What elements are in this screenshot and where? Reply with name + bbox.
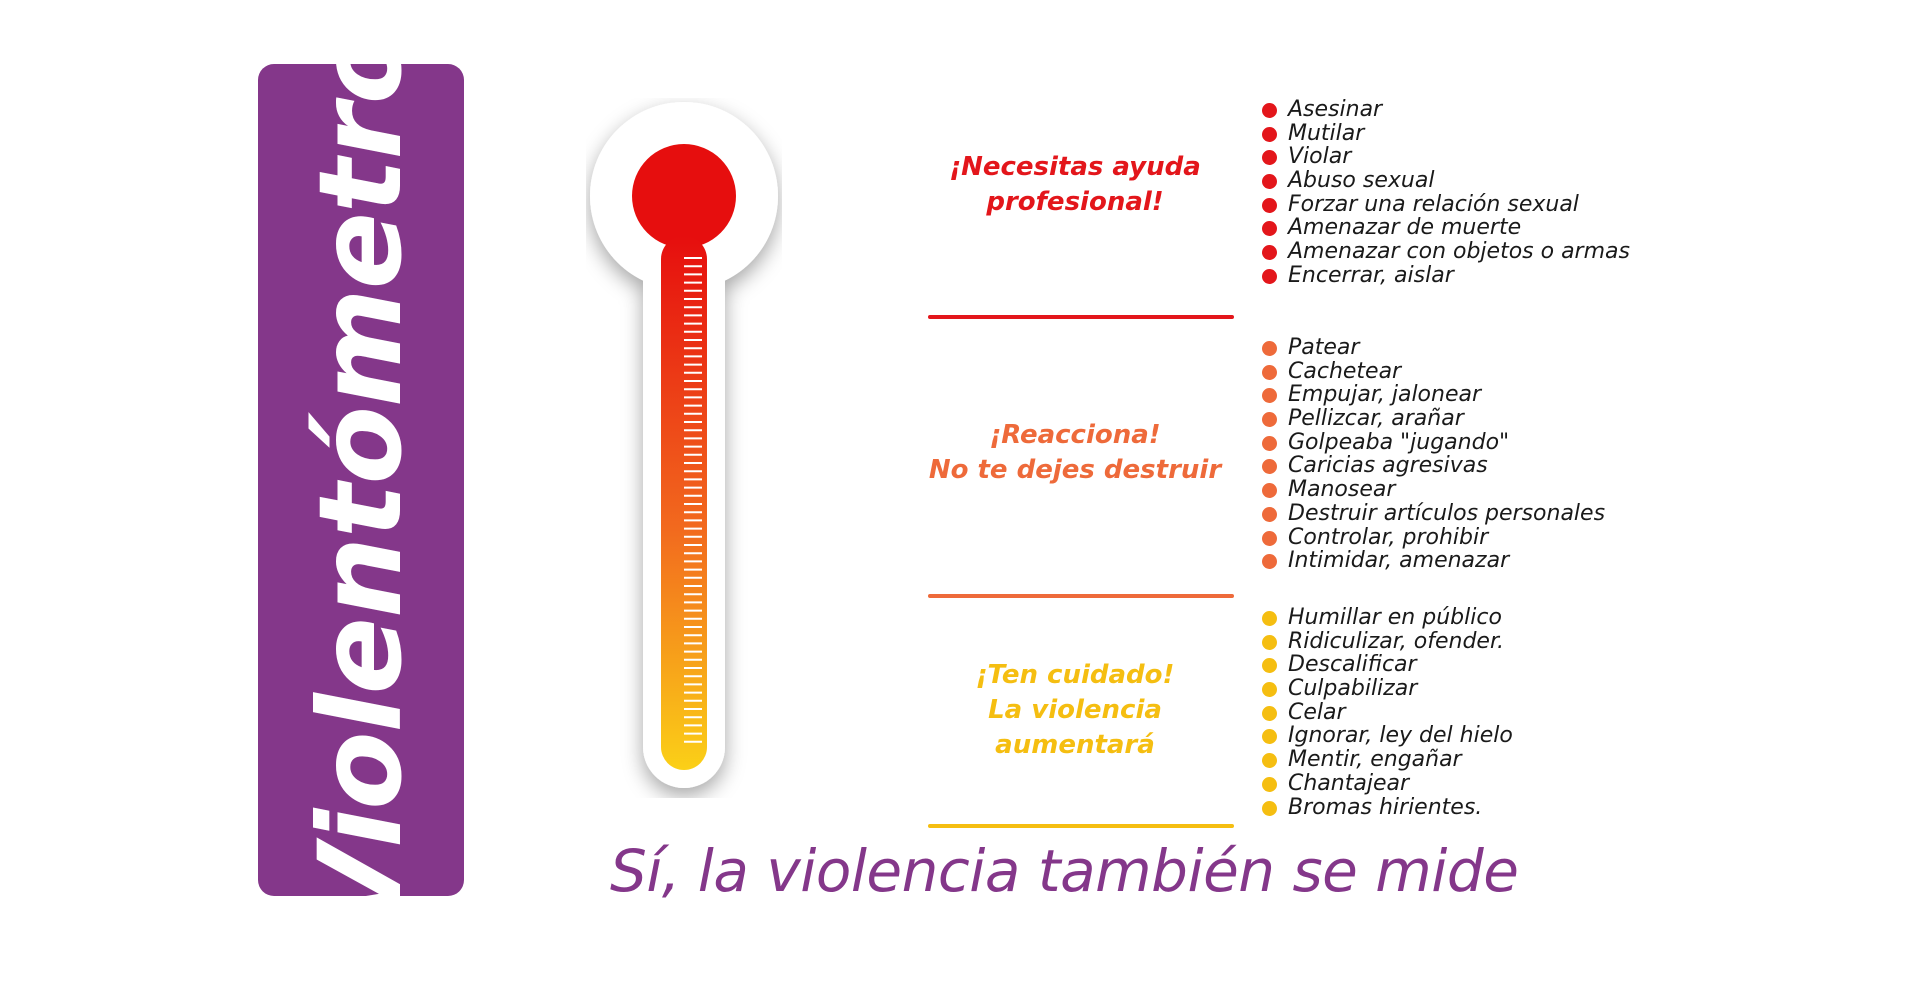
list-item: Destruir artículos personales [1262,502,1605,526]
bullet [1262,611,1277,626]
bullet [1262,174,1277,189]
list-item: Intimidar, amenazar [1262,549,1605,573]
list-item: Forzar una relación sexual [1262,193,1630,217]
list-item: Chantajear [1262,772,1513,796]
list-item: Patear [1262,336,1605,360]
list-item: Empujar, jalonear [1262,383,1605,407]
list-item: Humillar en público [1262,606,1513,630]
bullet [1262,198,1277,213]
level-low-message: ¡Ten cuidado! La violencia aumentará [975,660,1175,760]
list-item: Celar [1262,701,1513,725]
list-item: Golpeaba "jugando" [1262,431,1605,455]
level-mid-divider [928,594,1234,598]
bullet [1262,412,1277,427]
tagline: Sí, la violencia también se mide [610,837,1519,905]
list-item: Abuso sexual [1262,169,1630,193]
level-mid-message: ¡Reacciona! No te dejes destruir [928,420,1222,485]
level-high-message: ¡Necesitas ayuda profesional! [949,152,1201,217]
level-high-divider [928,315,1234,319]
bullet [1262,221,1277,236]
list-item: Bromas hirientes. [1262,796,1513,820]
level-low-divider [928,824,1234,828]
list-item: Ridiculizar, ofender. [1262,630,1513,654]
bullet [1262,245,1277,260]
bullet [1262,682,1277,697]
bullet [1262,483,1277,498]
bullet [1262,635,1277,650]
thermometer [586,98,782,798]
bullet [1262,753,1277,768]
list-item: Violar [1262,145,1630,169]
level-low-list [1262,606,1513,819]
bullet [1262,658,1277,673]
bullet [1262,103,1277,118]
list-item: Asesinar [1262,98,1630,122]
list-item: Amenazar de muerte [1262,216,1630,240]
level-high-list [1262,98,1630,288]
bullet [1262,341,1277,356]
list-item: Mutilar [1262,122,1630,146]
list-item: Controlar, prohibir [1262,526,1605,550]
list-item: Culpabilizar [1262,677,1513,701]
list-item: Descalificar [1262,653,1513,677]
bullet [1262,436,1277,451]
list-item: Encerrar, aislar [1262,264,1630,288]
bullet [1262,127,1277,142]
bullet [1262,777,1277,792]
list-item: Pellizcar, arañar [1262,407,1605,431]
thermometer-bulb [632,144,736,248]
bullet [1262,365,1277,380]
bullet [1262,269,1277,284]
bullet [1262,706,1277,721]
thermometer-graphic [586,98,782,798]
bullet [1262,729,1277,744]
title-banner [258,26,464,934]
list-item: Caricias agresivas [1262,454,1605,478]
bullet [1262,507,1277,522]
bullet [1262,531,1277,546]
list-item: Amenazar con objetos o armas [1262,240,1630,264]
list-item: Manosear [1262,478,1605,502]
bullet [1262,459,1277,474]
list-item: Ignorar, ley del hielo [1262,724,1513,748]
list-item: Mentir, engañar [1262,748,1513,772]
page-title: Violentómetro [294,26,427,934]
level-mid-list [1262,336,1605,573]
list-item: Cachetear [1262,360,1605,384]
bullet [1262,801,1277,816]
bullet [1262,150,1277,165]
bullet [1262,554,1277,569]
bullet [1262,388,1277,403]
